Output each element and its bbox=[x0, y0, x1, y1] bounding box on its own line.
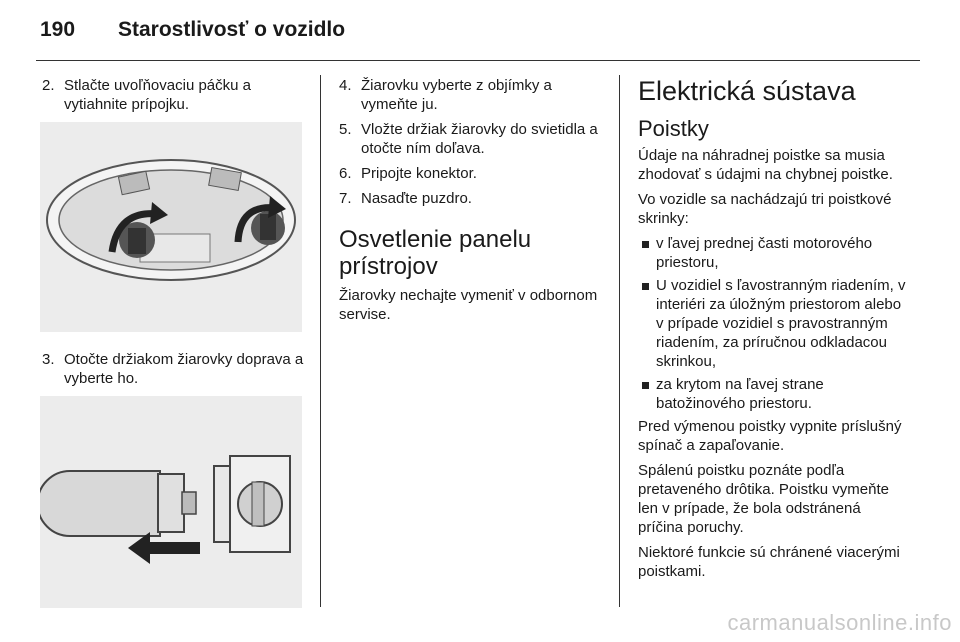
watermark: carmanualsonline.info bbox=[727, 610, 952, 635]
step-number: 4. bbox=[339, 77, 352, 94]
paragraph: Spálenú poistku poznáte podľa pretaveného drôtika. Poistku vymeňte len v prípade, že bola odstránená príčina poruchy. bbox=[638, 462, 889, 536]
step-number: 7. bbox=[339, 190, 352, 207]
column-3 bbox=[638, 76, 908, 587]
page-header bbox=[40, 18, 345, 42]
page-number: 190 bbox=[40, 18, 76, 41]
column-divider-1 bbox=[320, 75, 321, 607]
step-text: Stlačte uvoľňovaciu páčku a vytiahnite prípojku. bbox=[64, 77, 251, 113]
bullet-text: v ľavej prednej časti motorového priestoru, bbox=[656, 235, 873, 271]
bullet-text: za krytom na ľavej strane batožinového priestoru. bbox=[656, 376, 824, 412]
column-divider-2 bbox=[619, 75, 620, 607]
step-number: 3. bbox=[42, 351, 55, 368]
bullet-square-icon bbox=[638, 375, 656, 413]
paragraph: Žiarovky nechajte vymeniť v odbornom servise. bbox=[339, 287, 598, 323]
bullet-square-icon bbox=[638, 276, 656, 371]
step-3 bbox=[42, 350, 304, 388]
step-text: Vložte držiak žiarovky do svietidla a otočte ním doľava. bbox=[361, 121, 598, 157]
header-rule bbox=[36, 60, 920, 61]
step-text: Žiarovku vyberte z objímky a vymeňte ju. bbox=[361, 77, 552, 113]
section-heading-fuses: Poistky bbox=[638, 116, 709, 141]
paragraph: Vo vozidle sa nachádzajú tri poistkové skrinky: bbox=[638, 191, 892, 227]
paragraph: Údaje na náhradnej poistke sa musia zhodovať s údajmi na chybnej poistke. bbox=[638, 147, 893, 183]
step-6 bbox=[339, 164, 609, 183]
step-text: Otočte držiakom žiarovky doprava a vyberte ho. bbox=[64, 351, 304, 387]
step-text: Pripojte konektor. bbox=[361, 165, 477, 182]
step-4 bbox=[339, 76, 609, 114]
lamp-housing-illustration bbox=[40, 122, 302, 332]
bullet-item bbox=[638, 234, 908, 272]
bullet-text: U vozidiel s ľavostranným riadením, v interiéri za úložným priestorom alebo v prípade vozidiel s pravostranným riadením, za príručnou odkladacou skrinkou, bbox=[656, 277, 906, 370]
step-text: Nasaďte puzdro. bbox=[361, 190, 472, 207]
step-7 bbox=[339, 189, 609, 208]
paragraph: Niektoré funkcie sú chránené viacerými poistkami. bbox=[638, 544, 900, 580]
column-1 bbox=[42, 76, 304, 608]
step-number: 6. bbox=[339, 165, 352, 182]
section-heading-instrument-lighting: Osvetlenie panelu prístrojov bbox=[339, 226, 532, 280]
chapter-title: Elektrická sústava bbox=[638, 76, 856, 106]
column-2 bbox=[339, 76, 609, 330]
step-2 bbox=[42, 76, 304, 114]
step-number: 5. bbox=[339, 121, 352, 138]
step-number: 2. bbox=[42, 77, 55, 94]
paragraph: Pred výmenou poistky vypnite príslušný spínač a zapaľovanie. bbox=[638, 418, 902, 454]
section-title: Starostlivosť o vozidlo bbox=[118, 18, 346, 41]
bullet-square-icon bbox=[638, 234, 656, 272]
step-5 bbox=[339, 120, 609, 158]
bullet-item bbox=[638, 276, 908, 371]
bulb-holder-illustration bbox=[40, 396, 302, 608]
bullet-item bbox=[638, 375, 908, 413]
